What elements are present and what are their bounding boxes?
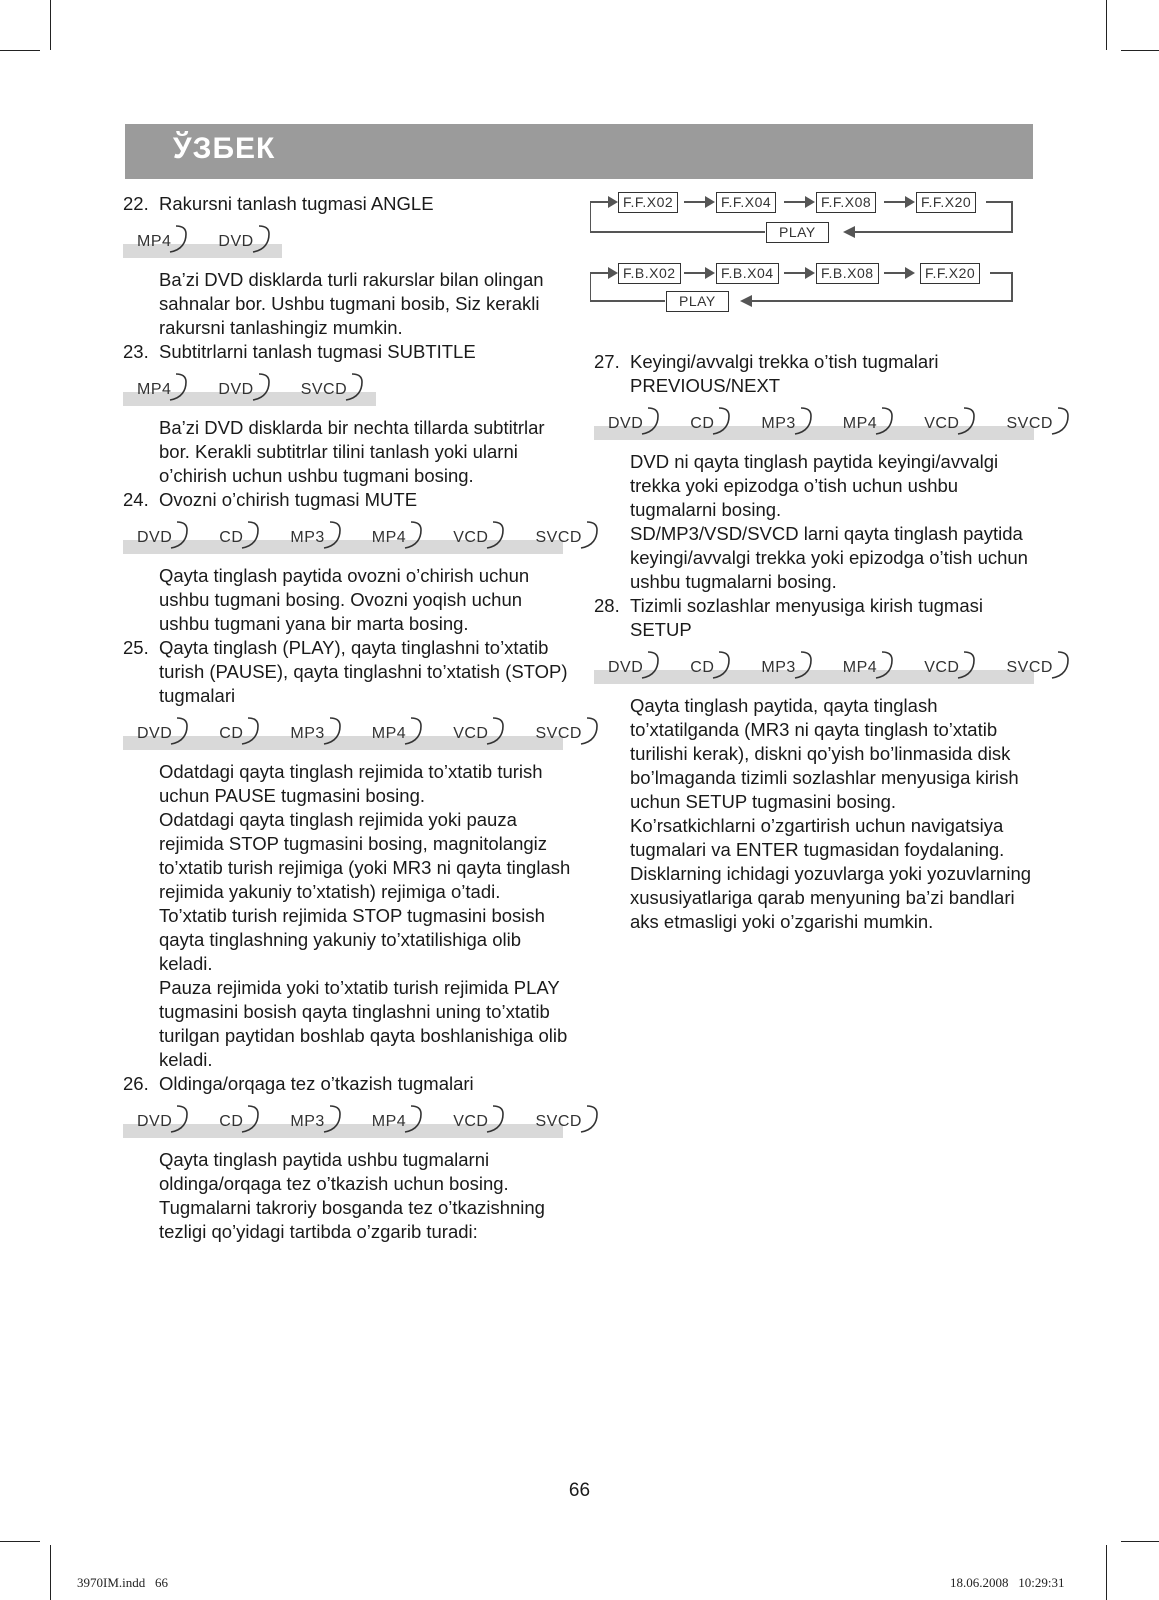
format-badge-label: CD <box>690 415 715 432</box>
flow-step: F.B.X04 <box>716 263 779 284</box>
disc-format-badges <box>594 406 1053 440</box>
format-badge <box>521 716 600 750</box>
description-paragraph: Odatdagi qayta tinglash rejimida to’xtatib turish uchun PAUSE tugmasini bosing. <box>159 761 543 806</box>
format-badge-label: DVD <box>137 529 173 546</box>
format-badge-label: CD <box>219 1113 244 1130</box>
format-badge-label: MP3 <box>290 529 325 546</box>
format-badge-label: CD <box>690 659 715 676</box>
item-title-text: Keyingi/avvalgi trekka o’tish tugmalari PREVIOUS/NEXT <box>630 351 939 396</box>
disc-swoosh-icon <box>1050 650 1072 680</box>
item-title <box>123 340 573 364</box>
disc-swoosh-icon <box>1050 406 1072 436</box>
format-badge <box>910 406 978 440</box>
disc-swoosh-icon <box>403 520 425 550</box>
description-paragraph: Ba’zi DVD disklarda bir nechta tillarda subtitrlar bor. Kerakli subtitrlar tilini tanlash yoki ularni o’chirish uchun ushbu tugmani bosing. <box>159 417 545 486</box>
flow-step: F.F.X20 <box>920 263 980 284</box>
format-badge <box>358 520 425 554</box>
description-paragraph: Ko’rsatkichlarni o’zgartirish uchun navigatsiya tugmalari va ENTER tugmasidan foydalaning. <box>630 815 1005 860</box>
format-badge-label: MP4 <box>371 1113 407 1130</box>
disc-swoosh-icon <box>956 650 978 680</box>
disc-swoosh-icon <box>322 520 344 550</box>
item-number: 26. <box>123 1073 149 1094</box>
format-badge <box>521 1104 600 1138</box>
disc-swoosh-icon <box>240 520 262 550</box>
item-number: 23. <box>123 341 149 362</box>
disc-format-badges <box>123 224 573 258</box>
format-badge-label: VCD <box>453 1113 489 1130</box>
feature-item <box>594 594 1053 934</box>
item-description <box>630 694 1044 934</box>
timestamp-slug: 18.06.2008 10:29:31 <box>950 1575 1065 1590</box>
item-description <box>159 416 573 488</box>
item-title-text: Tizimli sozlashlar menyusiga kirish tugmasi SETUP <box>630 595 983 640</box>
crop-mark <box>1106 1545 1107 1600</box>
format-badge <box>992 406 1071 440</box>
flow-play: PLAY <box>666 291 729 312</box>
left-column <box>123 192 582 1244</box>
disc-swoosh-icon <box>485 1104 507 1134</box>
item-number: 28. <box>594 595 620 616</box>
format-badge <box>676 650 733 684</box>
format-badge <box>829 650 896 684</box>
disc-swoosh-icon <box>711 406 733 436</box>
item-title <box>123 192 573 216</box>
format-badge-label: MP3 <box>290 1113 325 1130</box>
feature-item <box>594 350 1053 594</box>
format-badge <box>123 1104 191 1138</box>
item-number: 24. <box>123 489 149 510</box>
disc-swoosh-icon <box>403 1104 425 1134</box>
item-title <box>123 488 573 512</box>
disc-swoosh-icon <box>640 650 662 680</box>
format-badge-label: DVD <box>218 381 254 398</box>
disc-format-badges <box>123 372 573 406</box>
disc-swoosh-icon <box>579 1104 601 1134</box>
format-badge <box>439 520 507 554</box>
description-paragraph: Ba’zi DVD disklarda turli rakurslar bilan olingan sahnalar bor. Ushbu tugmani bosib, Siz kerakli rakursni tanlashingiz mumkin. <box>159 269 544 338</box>
format-badge <box>204 372 272 406</box>
disc-swoosh-icon <box>322 1104 344 1134</box>
item-number: 25. <box>123 637 149 658</box>
format-badge <box>676 406 733 440</box>
format-badge-label: VCD <box>453 725 489 742</box>
format-badge-label: VCD <box>924 659 960 676</box>
fast-backward-flow <box>590 261 1035 321</box>
disc-format-badges <box>594 650 1053 684</box>
description-paragraph: Odatdagi qayta tinglash rejimida yoki pauza rejimida STOP tugmasini bosing, magnitolangiz to’xtatib turish rejimiga (yoki MR3 ni qayta tinglash rejimida yakuniy to’xtatish) rejimiga o’tadi. <box>159 809 571 902</box>
format-badge-label: MP4 <box>371 529 407 546</box>
item-title-text: Qayta tinglash (PLAY), qayta tinglashni to’xtatib turish (PAUSE), qayta tinglashni to’xtatish (STOP) tugmalari <box>159 637 568 706</box>
format-badge <box>205 1104 262 1138</box>
format-badge <box>276 1104 343 1138</box>
format-badge <box>358 1104 425 1138</box>
disc-swoosh-icon <box>169 520 191 550</box>
item-title <box>123 1072 573 1096</box>
format-badge <box>205 520 262 554</box>
format-badge <box>287 372 366 406</box>
description-paragraph: SD/MP3/VSD/SVCD larni qayta tinglash paytida keyingi/avvalgi trekka yoki epizodga o’tish uchun ushbu tugmalarni bosing. <box>630 523 1028 592</box>
disc-swoosh-icon <box>579 520 601 550</box>
format-badge <box>992 650 1071 684</box>
disc-swoosh-icon <box>793 650 815 680</box>
crop-mark <box>1106 0 1107 50</box>
flow-step: F.B.X08 <box>816 263 879 284</box>
page-number: 66 <box>568 1480 591 1501</box>
flow-step: F.F.X04 <box>716 192 776 213</box>
description-paragraph: Qayta tinglash paytida ovozni o’chirish uchun ushbu tugmani bosing. Ovozni yoqish uchun ushbu tugmani yana bir marta bosing. <box>159 565 530 634</box>
feature-item <box>123 192 573 340</box>
format-badge-label: MP4 <box>371 725 407 742</box>
flow-step: F.F.X08 <box>816 192 876 213</box>
format-badge-label: MP4 <box>137 381 172 398</box>
format-badge <box>747 406 814 440</box>
disc-swoosh-icon <box>793 406 815 436</box>
format-badge-label: MP4 <box>137 233 172 250</box>
format-badge-label: DVD <box>137 725 173 742</box>
file-slug: 3970IM.indd 66 <box>77 1575 168 1590</box>
format-badge <box>276 520 343 554</box>
disc-swoosh-icon <box>240 716 262 746</box>
format-badge <box>439 1104 507 1138</box>
crop-mark <box>50 0 51 50</box>
page-title: ЎЗБЕК <box>173 132 276 165</box>
item-description <box>630 450 1044 594</box>
format-badge <box>521 520 600 554</box>
item-description <box>159 1148 573 1244</box>
disc-format-badges <box>123 1104 582 1138</box>
flow-step: F.F.X20 <box>916 192 976 213</box>
format-badge-label: DVD <box>608 659 644 676</box>
crop-mark <box>0 50 40 51</box>
description-paragraph: To’xtatib turish rejimida STOP tugmasini bosish qayta tinglashning yakuniy to’xtatilishiga olib keladi. <box>159 905 545 974</box>
disc-swoosh-icon <box>956 406 978 436</box>
item-description <box>159 564 573 636</box>
format-badge-label: MP3 <box>761 415 796 432</box>
disc-swoosh-icon <box>579 716 601 746</box>
description-paragraph: DVD ni qayta tinglash paytida keyingi/avvalgi trekka yoki epizodga o’tish uchun ushbu tugmalarni bosing. <box>630 451 999 520</box>
disc-swoosh-icon <box>403 716 425 746</box>
description-paragraph: Qayta tinglash paytida ushbu tugmalarni oldinga/orqaga tez o’tkazish uchun bosing. Tugmalarni takroriy bosganda tez o’tkazishning tezligi qo’yidagi tartibda o’zgarib turadi: <box>159 1149 545 1242</box>
item-title <box>594 594 1044 642</box>
format-badge <box>123 520 191 554</box>
disc-swoosh-icon <box>322 716 344 746</box>
format-badge <box>123 372 190 406</box>
format-badge-label: VCD <box>924 415 960 432</box>
crop-mark <box>50 1545 51 1600</box>
flow-step: F.B.X02 <box>618 263 681 284</box>
disc-swoosh-icon <box>251 372 273 402</box>
disc-swoosh-icon <box>168 372 190 402</box>
disc-swoosh-icon <box>169 716 191 746</box>
item-title <box>594 350 1044 398</box>
format-badge <box>594 650 662 684</box>
disc-format-badges <box>123 716 582 750</box>
format-badge-label: DVD <box>137 1113 173 1130</box>
disc-swoosh-icon <box>251 224 273 254</box>
feature-item <box>123 340 573 488</box>
format-badge-label: MP4 <box>842 659 878 676</box>
feature-item <box>123 1072 582 1244</box>
format-badge <box>910 650 978 684</box>
description-paragraph: Pauza rejimida yoki to’xtatib turish rejimida PLAY tugmasini bosish qayta tinglashni uning to’xtatib turilgan paytidan boshlab qayta boshlanishiga olib keladi. <box>159 977 568 1070</box>
format-badge-label: MP3 <box>761 659 796 676</box>
disc-swoosh-icon <box>344 372 366 402</box>
format-badge-label: CD <box>219 529 244 546</box>
flow-step: F.F.X02 <box>618 192 678 213</box>
crop-mark <box>1121 1541 1159 1542</box>
format-badge <box>205 716 262 750</box>
disc-swoosh-icon <box>169 1104 191 1134</box>
format-badge-label: DVD <box>218 233 254 250</box>
item-number: 22. <box>123 193 149 214</box>
description-paragraph: Qayta tinglash paytida, qayta tinglash to’xtatilganda (MR3 ni qayta tinglash to’xtatib turilishi kerak), diskni qo’yish bo’linmasida disk bo’lmaganda tizimli sozlashlar menyusiga kirish uchun SETUP tugmasini bosing. <box>630 695 1019 812</box>
format-badge-label: SVCD <box>1006 415 1053 432</box>
disc-swoosh-icon <box>711 650 733 680</box>
format-badge-label: MP3 <box>290 725 325 742</box>
format-badge-label: SVCD <box>535 529 582 546</box>
format-badge <box>829 406 896 440</box>
feature-item <box>123 636 582 1072</box>
format-badge <box>358 716 425 750</box>
feature-item <box>123 488 582 636</box>
disc-swoosh-icon <box>640 406 662 436</box>
disc-swoosh-icon <box>485 716 507 746</box>
disc-swoosh-icon <box>874 406 896 436</box>
format-badge-label: SVCD <box>1006 659 1053 676</box>
right-column <box>594 350 1053 934</box>
item-description <box>159 760 573 1072</box>
item-number: 27. <box>594 351 620 372</box>
disc-swoosh-icon <box>874 650 896 680</box>
disc-swoosh-icon <box>168 224 190 254</box>
item-title-text: Oldinga/orqaga tez o’tkazish tugmalari <box>159 1073 474 1094</box>
format-badge <box>204 224 272 258</box>
item-title-text: Rakursni tanlash tugmasi ANGLE <box>159 193 434 214</box>
format-badge-label: MP4 <box>842 415 878 432</box>
item-description <box>159 268 573 340</box>
format-badge <box>276 716 343 750</box>
format-badge-label: DVD <box>608 415 644 432</box>
format-badge <box>439 716 507 750</box>
crop-mark <box>0 1541 40 1542</box>
item-title <box>123 636 573 708</box>
format-badge-label: SVCD <box>535 725 582 742</box>
format-badge-label: SVCD <box>535 1113 582 1130</box>
disc-swoosh-icon <box>240 1104 262 1134</box>
crop-mark <box>1121 50 1159 51</box>
format-badge-label: VCD <box>453 529 489 546</box>
header-bar <box>125 124 1033 179</box>
format-badge <box>594 406 662 440</box>
fast-forward-flow <box>590 190 1035 250</box>
description-paragraph: Disklarning ichidagi yozuvlarga yoki yozuvlarning xususiyatlariga qarab menyuning ba’zi bandlari aks etmasligi yoki o’zgarishi mumkin. <box>630 863 1032 932</box>
flow-play: PLAY <box>766 222 829 243</box>
item-title-text: Subtitrlarni tanlash tugmasi SUBTITLE <box>159 341 476 362</box>
format-badge <box>123 716 191 750</box>
disc-format-badges <box>123 520 582 554</box>
disc-swoosh-icon <box>485 520 507 550</box>
format-badge-label: SVCD <box>300 381 348 398</box>
format-badge <box>123 224 190 258</box>
format-badge-label: CD <box>219 725 244 742</box>
format-badge <box>747 650 814 684</box>
item-title-text: Ovozni o’chirish tugmasi MUTE <box>159 489 418 510</box>
